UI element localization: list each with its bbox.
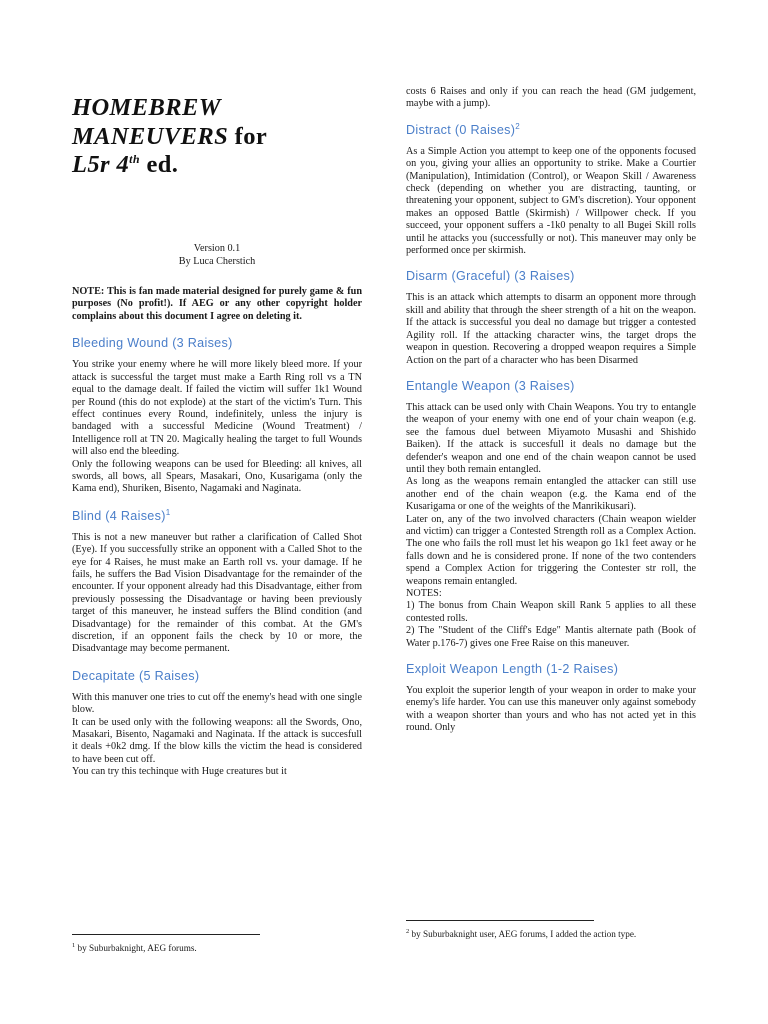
blind-footnote-ref: 1 — [165, 507, 171, 517]
entangle-paragraph-1: This attack can be used only with Chain Weapons. You try to entangle the weapon of your enemy with one end of your chain weapon (e.g. see the famous duel between Miyamoto Musashi and Shishido Baiken). If the attack is succesfull it deals no damage but the defender's weapon and one end of the chain weapon cannot be used until they both remain entangled. — [406, 401, 696, 475]
version-text: Version 0.1 — [193, 242, 241, 254]
entangle-paragraph-2: As long as the weapons remain entangled the attacker can still use another end of the chain weapon (e.g. the Kama end of the Kusarigama or one of the weights of the Manrikikusari). — [406, 476, 696, 513]
blind-paragraph: This is not a new maneuver but rather a clarification of Called Shot (Eye). If you successfully strike an opponent with a Called Shot to the eye for 4 Raises, he must make an Earth roll vs. your damage. If he fails, he suffers the Bad Vision Disadvantage for the remainder of the encounter. If your opponent already had this Disadvantage, either from previously possessing the Disadvantage or having been previously target of this maneuver, he instead suffers the Blind condition (and Disadvantage) for the remainder of this combat. At the GM's discretion, if an opponent fails the check by 10 or more, the Disadvantage may become permanent. — [72, 531, 362, 655]
entangle-note-1: 1) The bonus from Chain Weapon skill Rank 5 applies to all these contested rolls. — [406, 600, 696, 624]
document-title — [72, 94, 362, 180]
footnote-1: $^1$ by Suburbaknight, AEG forums. — [72, 941, 197, 953]
exploit-paragraph: You exploit the superior length of your weapon in order to make your enemy's life harder. You can use this maneuver only against somebody with a weapon shorter than yours and who has not acted yet in this round. Only — [406, 685, 696, 734]
heading-blind: Blind (4 Raises)$^1$ — [72, 507, 171, 523]
heading-bleeding-wound: Bleeding Wound (3 Raises) — [72, 336, 233, 351]
distract-paragraph: As a Simple Action you attempt to keep one of the opponents focused on you, giving your allies an opportunity to strike. Make a Courtier (Manipulation), Intimidation (Control), or Weapon Skill / Awareness check (depending on whether you are distracting, taunting, or threatening your opponent, subject to GM's discretion). Your opponent makes an opposed Battle (Skirmish) / Willpower check. If you succeed, your opponent suffers a -1k0 penalty to all Bugei Skill rolls until he attacks you (successfully or not). This maneuver may only be performed once per skirmish. — [406, 145, 696, 257]
author-text: By Luca Cherstich — [178, 255, 256, 267]
bleeding-paragraph-1: You strike your enemy where he will more likely bleed more. If your attack is successful the target must make a Earth Ring roll vs a TN equal to the damage dealt. If failed the victim will suffer 1k1 Wound per Round (this do not explode) at the start of the victim's Turn. This effect continues every Round, indefinitely, unless the injury is bandaged with a successful Medicine (Wound Treatment) / Intelligence roll at TN 20. Magically healing the target to full Wounds will also end the bleeding. — [72, 359, 362, 458]
title-line-1: HOMEBREW — [72, 94, 221, 121]
left-column — [72, 88, 362, 779]
title-line-3: L5r 4th ed. — [72, 151, 179, 178]
footnote-rule-left — [72, 934, 260, 935]
heading-entangle-weapon: Entangle Weapon (3 Raises) — [406, 378, 575, 393]
footnote-rule-right — [406, 920, 594, 921]
distract-footnote-ref: 2 — [515, 121, 521, 131]
decapitate-paragraph-1: With this manuver one tries to cut off the enemy's head with one single blow. — [72, 691, 362, 716]
decapitate-continuation: costs 6 Raises and only if you can reach the head (GM judgement, maybe with a jump). — [406, 86, 696, 110]
heading-decapitate: Decapitate (5 Raises) — [72, 668, 200, 683]
title-superscript: th — [129, 151, 140, 166]
entangle-paragraph-3: Later on, any of the two involved characters (Chain weapon wielder and victim) can trigger a Contested Strength roll as a Complex Action. The one who fails the roll must let his weapon go 1k1 feet away or he falls down and he is considered prone. If none of the two contenders spend a Complex Action for triggering the Contester str roll, the weapons remain entangled. — [406, 513, 696, 587]
heading-distract: Distract (0 Raises)$^2$ — [406, 121, 521, 137]
decapitate-paragraph-2: It can be used only with the following weapons: all the Swords, Ono, Masakari, Bisento, Nagamaki and Naginata. If the attack is succesfull it deals +0k2 dmg. If the blow kills the victim the head is considered to have been cut off. — [72, 716, 362, 765]
entangle-notes-label: NOTES: — [406, 588, 442, 599]
title-for: for — [234, 122, 268, 150]
entangle-note-2: 2) The "Student of the Cliff's Edge" Mantis alternate path (Book of Water p.176-7) gives one Free Raise on this maneuver. — [406, 625, 696, 649]
heading-exploit-weapon-length: Exploit Weapon Length (1-2 Raises) — [406, 662, 619, 677]
right-column — [406, 86, 696, 735]
title-line-2: MANEUVERS for — [72, 122, 268, 150]
bleeding-paragraph-2: Only the following weapons can be used for Bleeding: all knives, all swords, all bows, all Spears, Masakari, Ono, Kusarigama (only the Kama end), Shuriken, Bisento, Nagamaki and Naginata. — [72, 458, 362, 495]
version-block — [72, 242, 362, 268]
footnote-2: $^2$ by Suburbaknight user, AEG forums, I added the action type. — [406, 927, 637, 939]
heading-disarm: Disarm (Graceful) (3 Raises) — [406, 269, 575, 284]
disclaimer-note: NOTE: This is fan made material designed for purely game & fun purposes (No profit!). If AEG or any other copyright holder complains about this document I agree on deleting it. — [72, 285, 362, 322]
decapitate-paragraph-3: You can try this techinque with Huge creatures but it — [72, 766, 287, 778]
disarm-paragraph: This is an attack which attempts to disarm an opponent more through skill and ability that through the sheer strength of a hit on the weapon. If the attack is successful you deal no damage but trigger a contested Agility roll. If the attacking character wins, the target drops the weapon in question. Recovering a dropped weapon requires a Simple Action on the part of a character who has been Disarmed — [406, 292, 696, 366]
